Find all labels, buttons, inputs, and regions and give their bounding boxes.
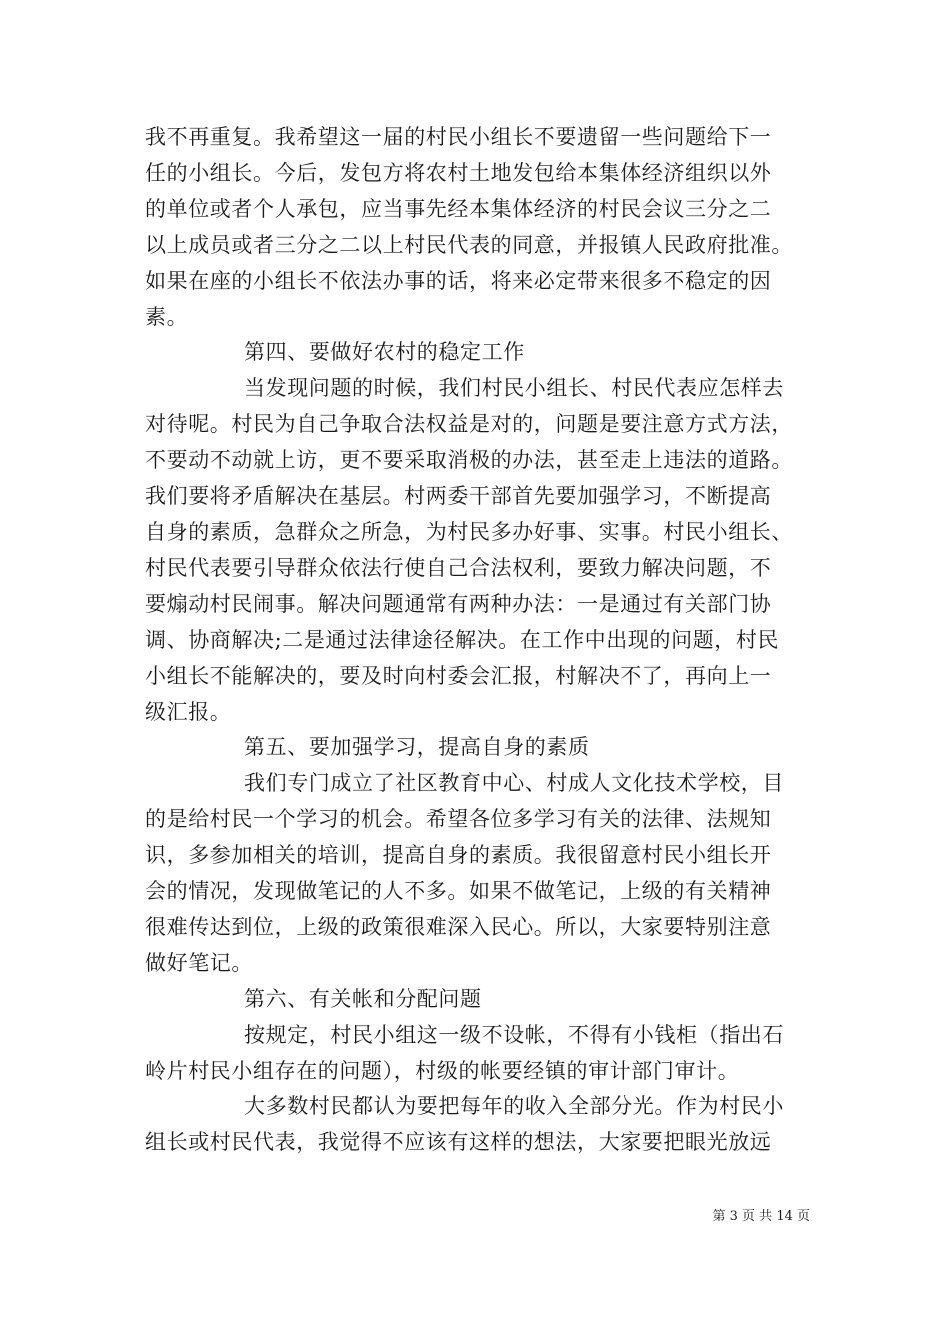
section-heading: 第五、要加强学习，提高自身的素质 xyxy=(244,735,590,760)
text-line: 对待呢。村民为自己争取合法权益是对的，问题是要注意方式方法， xyxy=(145,412,793,437)
text-line: 组长或村民代表，我觉得不应该有这样的想法，大家要把眼光放远 xyxy=(145,1130,772,1155)
page-number-footer: 第 3 页 共 14 页 xyxy=(712,1209,810,1224)
text-line: 级汇报。 xyxy=(145,699,232,724)
paragraph-start: 当发现问题的时候，我们村民小组长、村民代表应怎样去 xyxy=(244,376,784,401)
document-body xyxy=(145,120,810,1161)
text-line: 不要动不动就上访，更不要采取消极的办法，甚至走上违法的道路。 xyxy=(145,448,793,473)
paragraph-start: 大多数村民都认为要把每年的收入全部分光。作为村民小 xyxy=(244,1094,784,1119)
text-line: 会的情况，发现做笔记的人不多。如果不做笔记，上级的有关精神 xyxy=(145,879,772,904)
text-line: 要煽动村民闹事。解决问题通常有两种办法：一是通过有关部门协 xyxy=(145,591,772,616)
text-line: 我们要将矛盾解决在基层。村两委干部首先要加强学习，不断提高 xyxy=(145,484,772,509)
text-line: 的是给村民一个学习的机会。希望各位多学习有关的法律、法规知 xyxy=(145,807,772,832)
section-heading: 第四、要做好农村的稳定工作 xyxy=(244,340,525,365)
text-line: 以上成员或者三分之二以上村民代表的同意，并报镇人民政府批准。 xyxy=(145,232,793,257)
paragraph-start: 按规定，村民小组这一级不设帐，不得有小钱柜（指出石 xyxy=(244,1022,784,1047)
text-line: 素。 xyxy=(145,304,189,329)
text-line: 如果在座的小组长不依法办事的话，将来必定带来很多不稳定的因 xyxy=(145,268,772,293)
text-line: 小组长不能解决的，要及时向村委会汇报，村解决不了，再向上一 xyxy=(145,663,772,688)
text-line: 自身的素质，急群众之所急，为村民多办好事、实事。村民小组长、 xyxy=(145,519,793,544)
text-line: 村民代表要引导群众依法行使自己合法权利，要致力解决问题，不 xyxy=(145,555,772,580)
text-line: 岭片村民小组存在的问题），村级的帐要经镇的审计部门审计。 xyxy=(145,1058,740,1083)
text-line: 很难传达到位，上级的政策很难深入民心。所以，大家要特别注意 xyxy=(145,914,772,939)
text-line: 调、协商解决;二是通过法律途径解决。在工作中出现的问题，村民 xyxy=(145,627,780,652)
text-line: 我不再重复。我希望这一届的村民小组长不要遗留一些问题给下一 xyxy=(145,125,772,149)
text-line: 识，多参加相关的培训，提高自身的素质。我很留意村民小组长开 xyxy=(145,843,772,868)
text-line: 任的小组长。今后，发包方将农村土地发包给本集体经济组织以外 xyxy=(145,160,772,185)
text-line: 的单位或者个人承包，应当事先经本集体经济的村民会议三分之二 xyxy=(145,196,772,221)
paragraph-start: 我们专门成立了社区教育中心、村成人文化技术学校，目 xyxy=(244,771,784,796)
text-line: 做好笔记。 xyxy=(145,950,253,975)
section-heading: 第六、有关帐和分配问题 xyxy=(244,986,482,1011)
